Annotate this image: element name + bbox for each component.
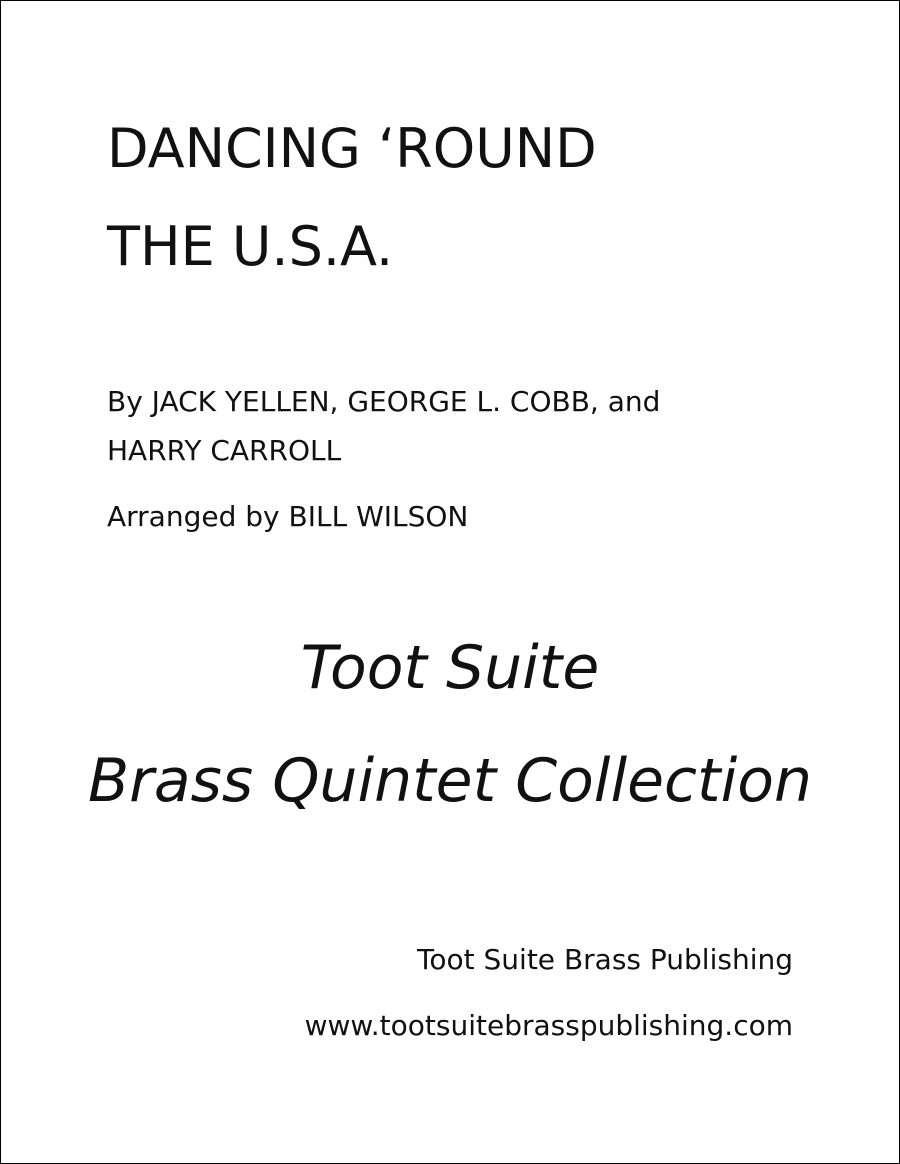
- publisher-website: www.tootsuitebrasspublishing.com: [304, 1009, 793, 1042]
- title-line-2: THE U.S.A.: [107, 215, 394, 278]
- composers-line-1: By JACK YELLEN, GEORGE L. COBB, and: [107, 385, 661, 418]
- publisher-name: Toot Suite Brass Publishing: [417, 943, 793, 976]
- collection-title-line-1: Toot Suite: [300, 633, 600, 703]
- collection-title-line-2: Brass Quintet Collection: [88, 746, 812, 816]
- composers-line-2: HARRY CARROLL: [107, 434, 342, 467]
- title-line-1: DANCING ‘ROUND: [107, 117, 597, 180]
- arranger-credit: Arranged by BILL WILSON: [107, 500, 469, 533]
